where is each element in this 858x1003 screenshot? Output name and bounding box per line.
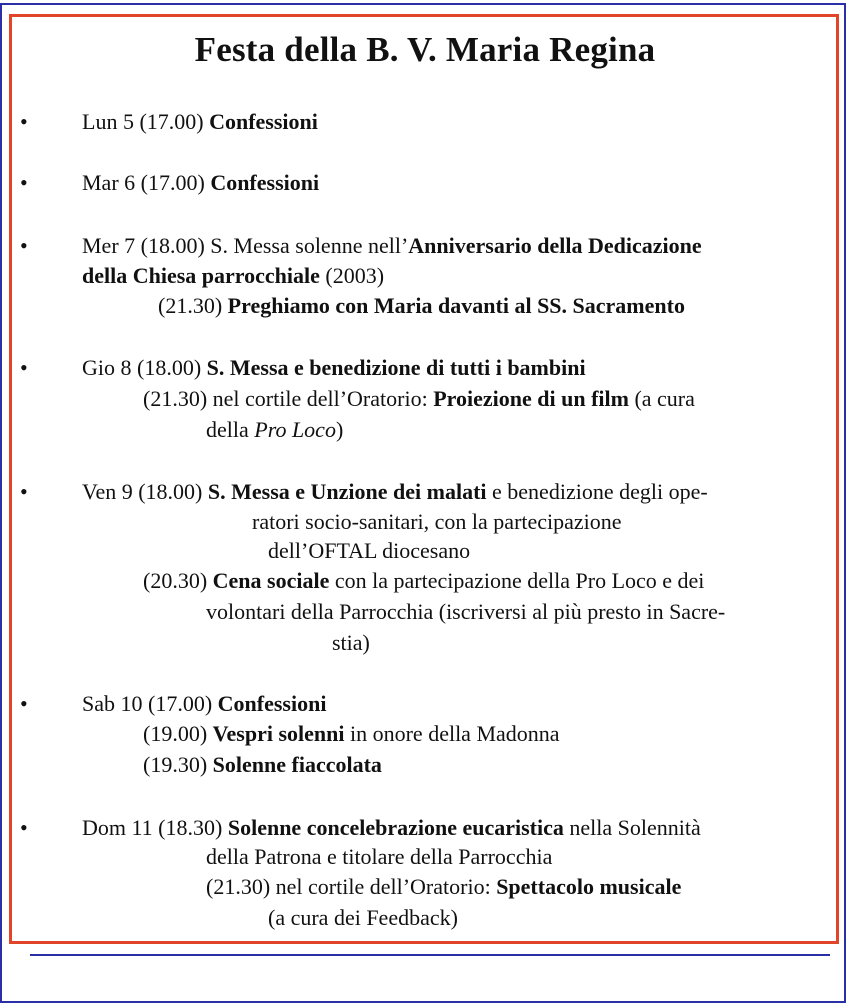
bullet-icon: • (20, 233, 28, 258)
event-label: Confessioni (209, 109, 318, 134)
event-text: stia) (332, 630, 370, 655)
event-note: (a cura (628, 386, 695, 411)
event-label: S. Messa e Unzione dei malati (207, 479, 487, 504)
event-ven-second-cont (332, 629, 370, 657)
event-time: (21.30) (158, 293, 228, 318)
event-label: Preghiamo con Maria davanti al SS. Sacramento (227, 293, 685, 318)
event-label: Solenne fiaccolata (212, 752, 382, 777)
event-ven-cont (268, 537, 470, 565)
event-label: Cena sociale (212, 568, 330, 593)
event-mar (82, 169, 319, 197)
event-note: ) (335, 417, 344, 442)
event-sab (82, 690, 326, 718)
event-mer (82, 232, 702, 260)
event-label: Proiezione di un film (433, 386, 629, 411)
event-label: Anniversario della Dedicazione (408, 233, 702, 258)
event-label: della Chiesa parrocchiale (82, 263, 320, 288)
event-day: Ven 9 (18.00) (82, 479, 208, 504)
page-title: Festa della B. V. Maria Regina (194, 30, 656, 69)
event-text: nella Solennità (563, 815, 701, 840)
event-text: e benedizione degli ope- (486, 479, 708, 504)
event-ven-second (143, 567, 704, 595)
event-time: (20.30) (143, 568, 213, 593)
bottom-blue-rule (30, 954, 830, 956)
event-text: in onore della Madonna (344, 721, 560, 746)
event-note: (a cura dei Feedback) (268, 905, 458, 930)
event-gio-second (143, 385, 695, 413)
event-text: con la partecipazione della Pro Loco e dei (329, 568, 705, 593)
event-mer-cont (82, 262, 384, 290)
event-ven-cont (252, 508, 622, 536)
event-day: Gio 8 (18.00) (82, 355, 207, 380)
event-time: (21.30) nel cortile dell’Oratorio: (143, 386, 434, 411)
bullet-icon: • (20, 170, 28, 195)
event-sab-second (143, 720, 560, 748)
event-text: ratori socio-sanitari, con la partecipazione (252, 509, 622, 534)
bullet-icon: • (20, 479, 28, 504)
event-sab-third (143, 751, 382, 779)
event-label: Vespri solenni (212, 721, 345, 746)
event-time: (19.30) (143, 752, 213, 777)
event-day: Lun 5 (17.00) (82, 109, 210, 134)
event-day: Dom 11 (18.30) (82, 815, 228, 840)
event-label: S. Messa e benedizione di tutti i bambini (206, 355, 586, 380)
event-gio-note (206, 416, 343, 444)
bullet-icon: • (20, 355, 28, 380)
event-time: (19.00) (143, 721, 213, 746)
event-gio (82, 354, 586, 382)
event-note: della (206, 417, 255, 442)
event-dom (82, 814, 701, 842)
event-day: Sab 10 (17.00) (82, 691, 218, 716)
event-day: Mer 7 (18.00) S. Messa solenne nell’ (82, 233, 409, 258)
bullet-icon: • (20, 815, 28, 840)
event-dom-cont (206, 843, 552, 871)
event-text: della Patrona e titolare della Parrocchia (206, 844, 553, 869)
event-day: Mar 6 (17.00) (82, 170, 211, 195)
event-dom-note (268, 904, 458, 932)
event-year: (2003) (319, 263, 385, 288)
bullet-icon: • (20, 691, 28, 716)
event-text: volontari della Parrocchia (iscriversi al più presto in Sacre- (206, 599, 726, 624)
event-label: Confessioni (210, 170, 320, 195)
bullet-icon: • (20, 109, 28, 134)
event-mer-second (158, 292, 685, 320)
event-dom-second (206, 873, 681, 901)
event-ven-second-cont (206, 598, 725, 626)
event-note-italic: Pro Loco (254, 417, 336, 442)
event-time: (21.30) nel cortile dell’Oratorio: (206, 874, 497, 899)
event-label: Solenne concelebrazione eucaristica (227, 815, 564, 840)
event-lun (82, 108, 318, 136)
event-text: dell’OFTAL diocesano (268, 538, 471, 563)
event-label: Confessioni (217, 691, 327, 716)
event-label: Spettacolo musicale (496, 874, 682, 899)
event-ven (82, 478, 708, 506)
